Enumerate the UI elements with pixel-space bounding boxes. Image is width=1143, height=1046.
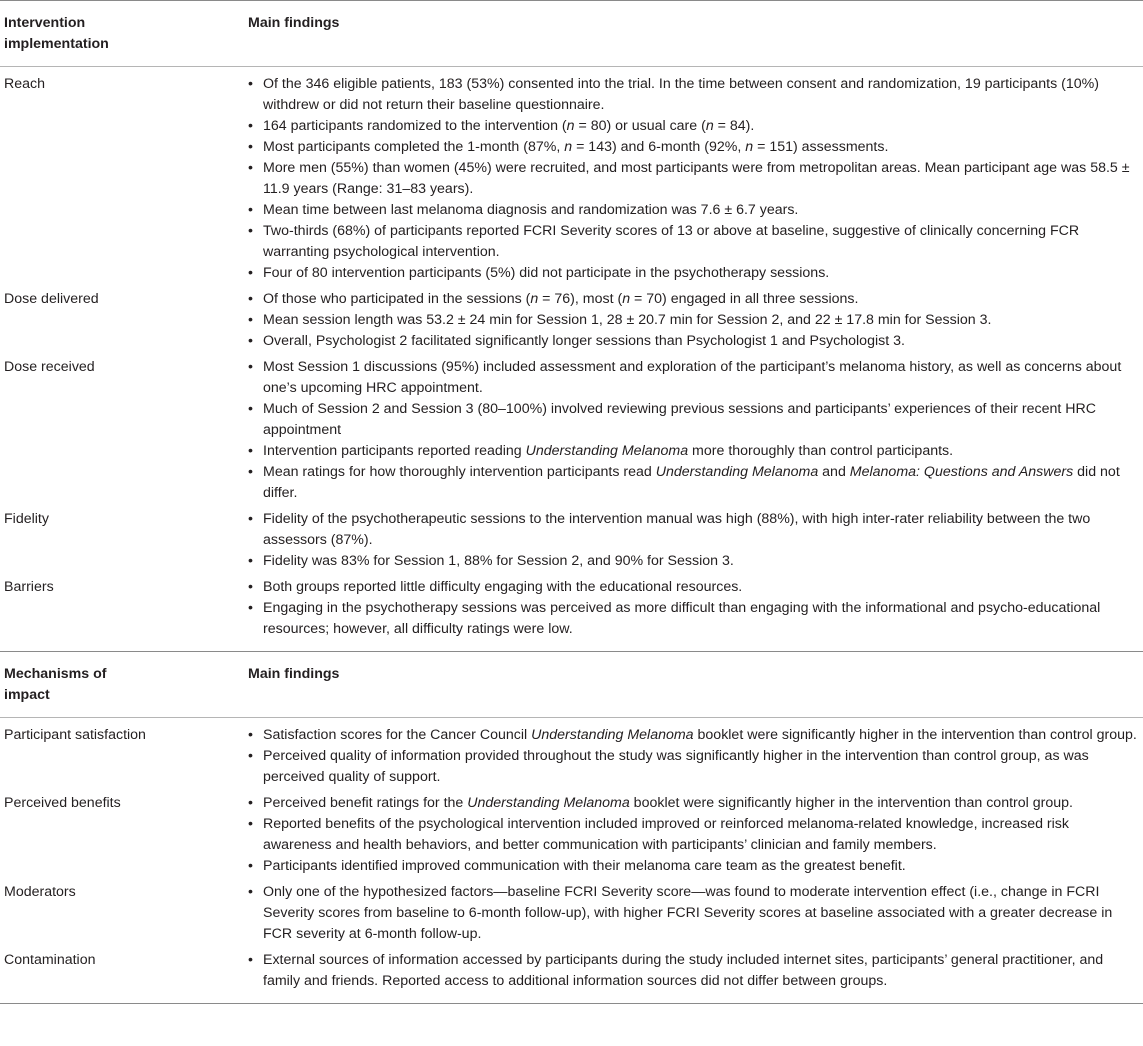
row-label: Reach (4, 76, 46, 92)
table-row (0, 509, 1143, 572)
italic-text: Understanding Melanoma (525, 443, 689, 459)
italic-text: Understanding Melanoma (467, 795, 630, 811)
findings-list (248, 74, 1141, 284)
table-rule (0, 1003, 1143, 1004)
findings-list (248, 725, 1141, 788)
finding-text: Satisfaction scores for the Cancer Council (263, 727, 532, 743)
finding-text: 164 participants randomized to the intervention ( (263, 118, 567, 134)
table-row (0, 793, 1143, 877)
table-row (0, 882, 1143, 945)
row-findings (245, 357, 1143, 504)
section-title-line: Intervention (4, 15, 86, 31)
section-title-line: implementation (4, 36, 109, 52)
finding-text: Mean session length was 53.2 ± 24 min for Session 1, 28 ± 20.7 min for Session 2, and 22 ± 17.8 min for Session 3. (263, 312, 992, 328)
italic-text: Understanding Melanoma (531, 727, 694, 743)
findings-list (248, 882, 1141, 945)
row-label: Moderators (4, 884, 76, 900)
row-findings (245, 725, 1143, 788)
italic-text: n (705, 118, 714, 134)
finding-item (248, 793, 1141, 814)
finding-item (248, 263, 1141, 284)
finding-item (248, 74, 1141, 116)
finding-item (248, 200, 1141, 221)
finding-item (248, 221, 1141, 263)
finding-text: Much of Session 2 and Session 3 (80–100%) involved reviewing previous sessions and participants’ experiences of their recent HRC appointment (263, 401, 1097, 438)
findings-list (248, 509, 1141, 572)
italic-text: Melanoma: Questions and Answers (849, 464, 1074, 480)
finding-text: Intervention participants reported reading (263, 443, 526, 459)
row-label: Dose received (4, 359, 95, 375)
finding-item (248, 551, 1141, 572)
italic-text: n (564, 139, 573, 155)
finding-item (248, 598, 1141, 640)
row-label: Barriers (4, 579, 54, 595)
finding-text: External sources of information accessed by participants during the study included internet sites, participants’ general practitioner, and family and friends. Reported access to additional information sources did not differ between groups. (263, 952, 1104, 989)
row-findings (245, 882, 1143, 945)
row-findings (245, 577, 1143, 640)
italic-text: n (622, 291, 631, 307)
finding-text: booklet were significantly higher in the intervention than control group. (629, 795, 1073, 811)
finding-item (248, 331, 1141, 352)
table-row (0, 718, 1143, 788)
finding-item (248, 882, 1141, 945)
finding-text: = 70) engaged in all three sessions. (630, 291, 859, 307)
row-label: Perceived benefits (4, 795, 121, 811)
finding-text: = 151) assessments. (753, 139, 889, 155)
table-row (0, 289, 1143, 352)
finding-text: = 143) and 6-month (92%, (572, 139, 746, 155)
table-row (0, 67, 1143, 284)
finding-text: Both groups reported little difficulty engaging with the educational resources. (263, 579, 743, 595)
finding-item (248, 357, 1141, 399)
finding-text: and (818, 464, 850, 480)
finding-text: Only one of the hypothesized factors—baseline FCRI Severity score—was found to moderate intervention effect (i.e., change in FCRI Severity scores from baseline to 6-month follow-up), with higher FCRI Severity scores at baseline associated with a greater decrease in FCR severity at 6-month follow-up. (263, 884, 1113, 942)
finding-text: Two-thirds (68%) of participants reported FCRI Severity scores of 13 or above at baseline, suggestive of clinically concerning FCR warranting psychological intervention. (263, 223, 1080, 260)
finding-text: more thoroughly than control participants. (688, 443, 954, 459)
table-row (0, 577, 1143, 640)
findings-header: Main findings (248, 15, 340, 31)
row-findings (245, 509, 1143, 572)
finding-item (248, 577, 1141, 598)
italic-text: n (566, 118, 575, 134)
row-findings (245, 289, 1143, 352)
table-row (0, 950, 1143, 992)
finding-text: Perceived benefit ratings for the (263, 795, 468, 811)
finding-item (248, 950, 1141, 992)
section-header (0, 652, 1143, 718)
finding-text: = 76), most ( (538, 291, 623, 307)
italic-text: n (745, 139, 754, 155)
finding-text: Of the 346 eligible patients, 183 (53%) consented into the trial. In the time between consent and randomization, 19 participants (10%) withdrew or did not return their baseline questionnaire. (263, 76, 1099, 113)
finding-item (248, 399, 1141, 441)
italic-text: n (530, 291, 539, 307)
finding-text: Most participants completed the 1-month (87%, (263, 139, 565, 155)
row-findings (245, 793, 1143, 877)
finding-item (248, 310, 1141, 331)
section-title-line: Mechanisms of (4, 666, 107, 682)
finding-item (248, 856, 1141, 877)
finding-text: did not differ. (263, 464, 1120, 501)
row-label: Dose delivered (4, 291, 99, 307)
finding-item (248, 289, 1141, 310)
finding-text: = 84). (713, 118, 755, 134)
finding-text: Of those who participated in the sessions ( (263, 291, 531, 307)
row-findings (245, 74, 1143, 284)
findings-list (248, 577, 1141, 640)
finding-item (248, 746, 1141, 788)
finding-text: booklet were significantly higher in the intervention than control group. (693, 727, 1137, 743)
section-header (0, 1, 1143, 67)
finding-text: Most Session 1 discussions (95%) included assessment and exploration of the participant’s melanoma history, as well as concerns about one’s upcoming HRC appointment. (263, 359, 1122, 396)
findings-list (248, 357, 1141, 504)
row-label: Fidelity (4, 511, 49, 527)
findings-list (248, 289, 1141, 352)
finding-text: = 80) or usual care ( (574, 118, 706, 134)
row-findings (245, 950, 1143, 992)
finding-text: Engaging in the psychotherapy sessions was perceived as more difficult than engaging with the informational and psycho-educational resources; however, all difficulty ratings were low. (263, 600, 1101, 637)
section-title (0, 13, 245, 55)
finding-item (248, 462, 1141, 504)
finding-text: Four of 80 intervention participants (5%) did not participate in the psychotherapy sessions. (263, 265, 830, 281)
section-title-line: impact (4, 687, 50, 703)
finding-text: More men (55%) than women (45%) were recruited, and most participants were from metropolitan areas. Mean participant age was 58.5 ± 11.9 years (Range: 31–83 years). (263, 160, 1130, 197)
finding-item (248, 509, 1141, 551)
finding-item (248, 814, 1141, 856)
finding-text: Reported benefits of the psychological intervention included improved or reinforced melanoma-related knowledge, increased risk awareness and health behaviors, and better communication with participants’ clinician and family members. (263, 816, 1069, 853)
row-label: Participant satisfaction (4, 727, 146, 743)
finding-item (248, 441, 1141, 462)
finding-text: Mean ratings for how thoroughly intervention participants read (263, 464, 656, 480)
findings-list (248, 950, 1141, 992)
findings-list (248, 793, 1141, 877)
finding-text: Fidelity was 83% for Session 1, 88% for Session 2, and 90% for Session 3. (263, 553, 734, 569)
row-label: Contamination (4, 952, 96, 968)
finding-item (248, 158, 1141, 200)
italic-text: Understanding Melanoma (655, 464, 819, 480)
findings-header: Main findings (248, 666, 340, 682)
finding-item (248, 137, 1141, 158)
table-row (0, 357, 1143, 504)
finding-text: Mean time between last melanoma diagnosis and randomization was 7.6 ± 6.7 years. (263, 202, 799, 218)
finding-text: Overall, Psychologist 2 facilitated significantly longer sessions than Psychologist 1 and Psychologist 3. (263, 333, 905, 349)
finding-item (248, 116, 1141, 137)
finding-item (248, 725, 1141, 746)
finding-text: Fidelity of the psychotherapeutic sessions to the intervention manual was high (88%), with high inter-rater reliability between the two assessors (87%). (263, 511, 1091, 548)
section-title (0, 664, 245, 706)
finding-text: Participants identified improved communication with their melanoma care team as the greatest benefit. (263, 858, 906, 874)
finding-text: Perceived quality of information provided throughout the study was significantly higher in the intervention than control group, as was perceived quality of support. (263, 748, 1089, 785)
